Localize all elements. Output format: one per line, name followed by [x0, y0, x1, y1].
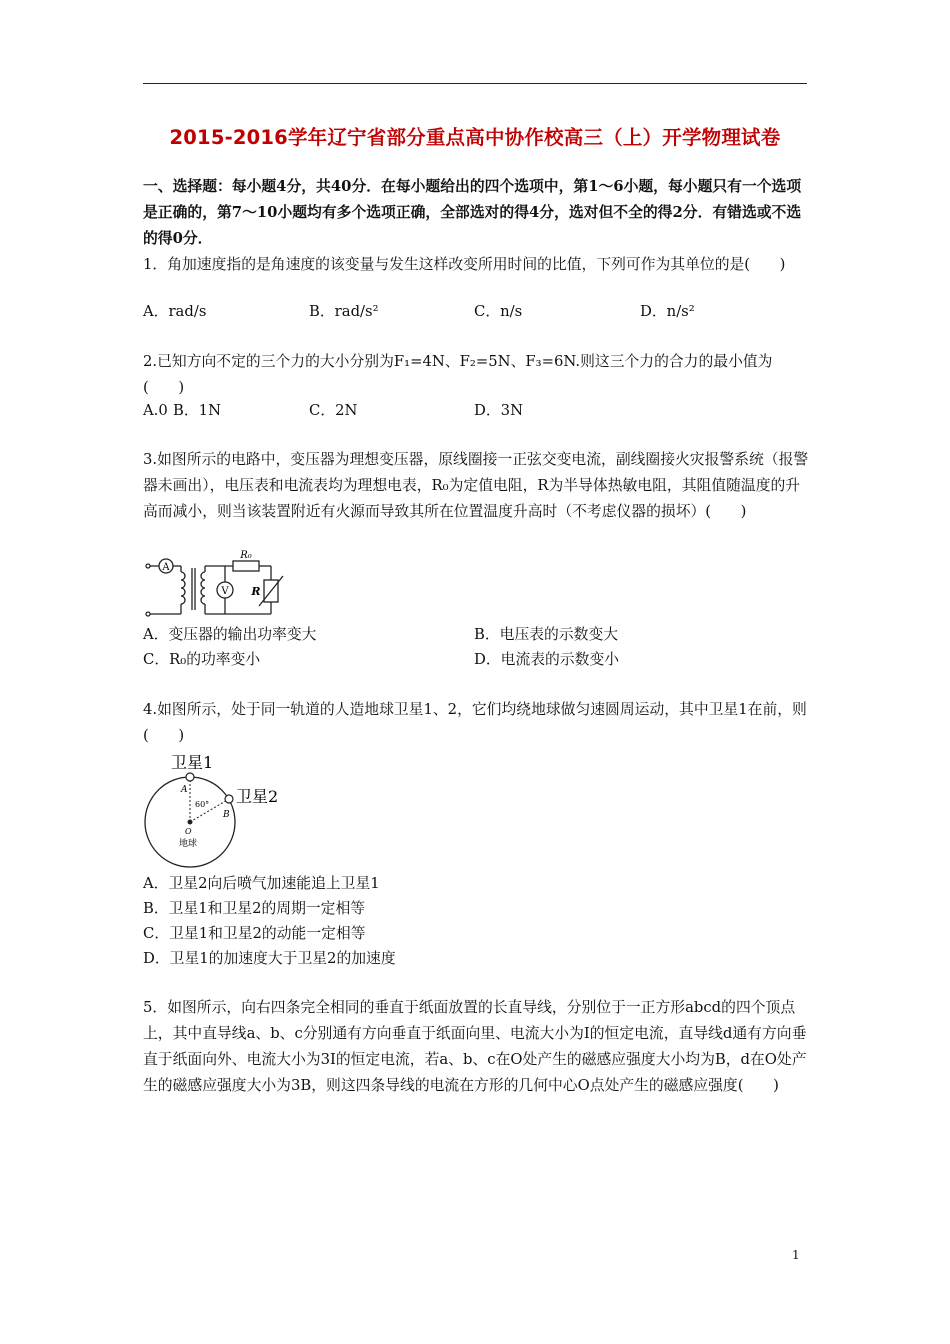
r-label: R — [251, 585, 261, 598]
satellite-orbit-diagram — [143, 750, 293, 870]
question-4-option-d: D．卫星1的加速度大于卫星2的加速度 — [143, 950, 396, 967]
page-number: 1 — [792, 1248, 800, 1262]
center-label: O — [185, 827, 192, 836]
question-3-option-c: C．R₀的功率变小 — [143, 651, 261, 668]
r0-label: R₀ — [240, 550, 252, 561]
question-3-option-a: A．变压器的输出功率变大 — [143, 626, 317, 643]
header-rule — [143, 83, 807, 84]
question-3-stem: 3.如图所示的电路中，变压器为理想变压器，原线圈接一正弦交变电流，副线圈接火灾报警系统（报警器未画出），电压表和电流表均为理想电表，R₀为定值电阻，R为半导体热敏电阻，其阻值随温度的升高而减小，则当该装置附近有火源而导致其所在位置温度升高时（不考虑仪器的损坏）( ) — [143, 451, 809, 520]
question-4-options — [143, 871, 811, 971]
question-1-option-d: D．n/s² — [640, 303, 695, 320]
angle-label: 60° — [195, 800, 210, 809]
point-b-label: B — [223, 810, 230, 820]
question-1-option-b: B．rad/s² — [309, 303, 379, 320]
question-4-stem: 4.如图所示，处于同一轨道的人造地球卫星1、2，它们均绕地球做匀速圆周运动，其中卫星1在前，则( ) — [143, 701, 807, 744]
question-1-option-c: C．n/s — [474, 303, 523, 320]
question-2-stem: 2.已知方向不定的三个力的大小分别为F₁=4N、F₂=5N、F₃=6N.则这三个力的合力的最小值为( ) — [143, 353, 773, 396]
sat2-label: 卫星2 — [236, 787, 279, 806]
question-3-option-d: D．电流表的示数变小 — [474, 651, 620, 668]
page-title: 2015-2016学年辽宁省部分重点高中协作校高三（上）开学物理试卷 — [169, 126, 781, 149]
question-1-stem: 1．角加速度指的是角速度的该变量与发生这样改变所用时间的比值，下列可作为其单位的是( ) — [143, 256, 786, 273]
voltmeter-label: V — [221, 586, 229, 597]
sat1-label: 卫星1 — [171, 753, 214, 772]
question-4-option-b: B．卫星1和卫星2的周期一定相等 — [143, 900, 366, 917]
question-5-stem: 5．如图所示，向右四条完全相同的垂直于纸面放置的长直导线，分别位于一正方形abcd的四个顶点上，其中直导线a、b、c分别通有方向垂直于纸面向里、电流大小为I的恒定电流，直导线d通有方向垂直于纸面向外、电流大小为3I的恒定电流，若a、b、c在O处产生的磁感应强度大小均为B，d在O处产生的磁感应强度大小为3B，则这四条导线的电流在方形的几何中心O点处产生的磁感应强度( ) — [143, 999, 807, 1094]
circuit-diagram — [143, 550, 293, 618]
question-2-option-c: C．2N — [309, 402, 358, 419]
question-2-option-d: D．3N — [474, 402, 524, 419]
section-header: 一、选择题：每小题4分，共40分．在每小题给出的四个选项中，第1～6小题，每小题只有一个选项是正确的，第7～10小题均有多个选项正确，全部选对的得4分，选对但不全的得2分．有错选或不选的得0分． — [143, 178, 802, 247]
question-4-option-c: C．卫星1和卫星2的动能一定相等 — [143, 925, 366, 942]
point-a-label: A — [181, 785, 188, 795]
earth-label: 地球 — [179, 839, 198, 849]
ammeter-label: A — [162, 562, 170, 573]
question-3-option-b: B．电压表的示数变大 — [474, 626, 619, 643]
question-1-option-a: A．rad/s — [143, 303, 207, 320]
question-4-option-a: A．卫星2向后喷气加速能追上卫星1 — [143, 875, 380, 892]
question-2-option-a: A.0 — [143, 402, 168, 419]
question-2-option-b: B．1N — [173, 402, 222, 419]
